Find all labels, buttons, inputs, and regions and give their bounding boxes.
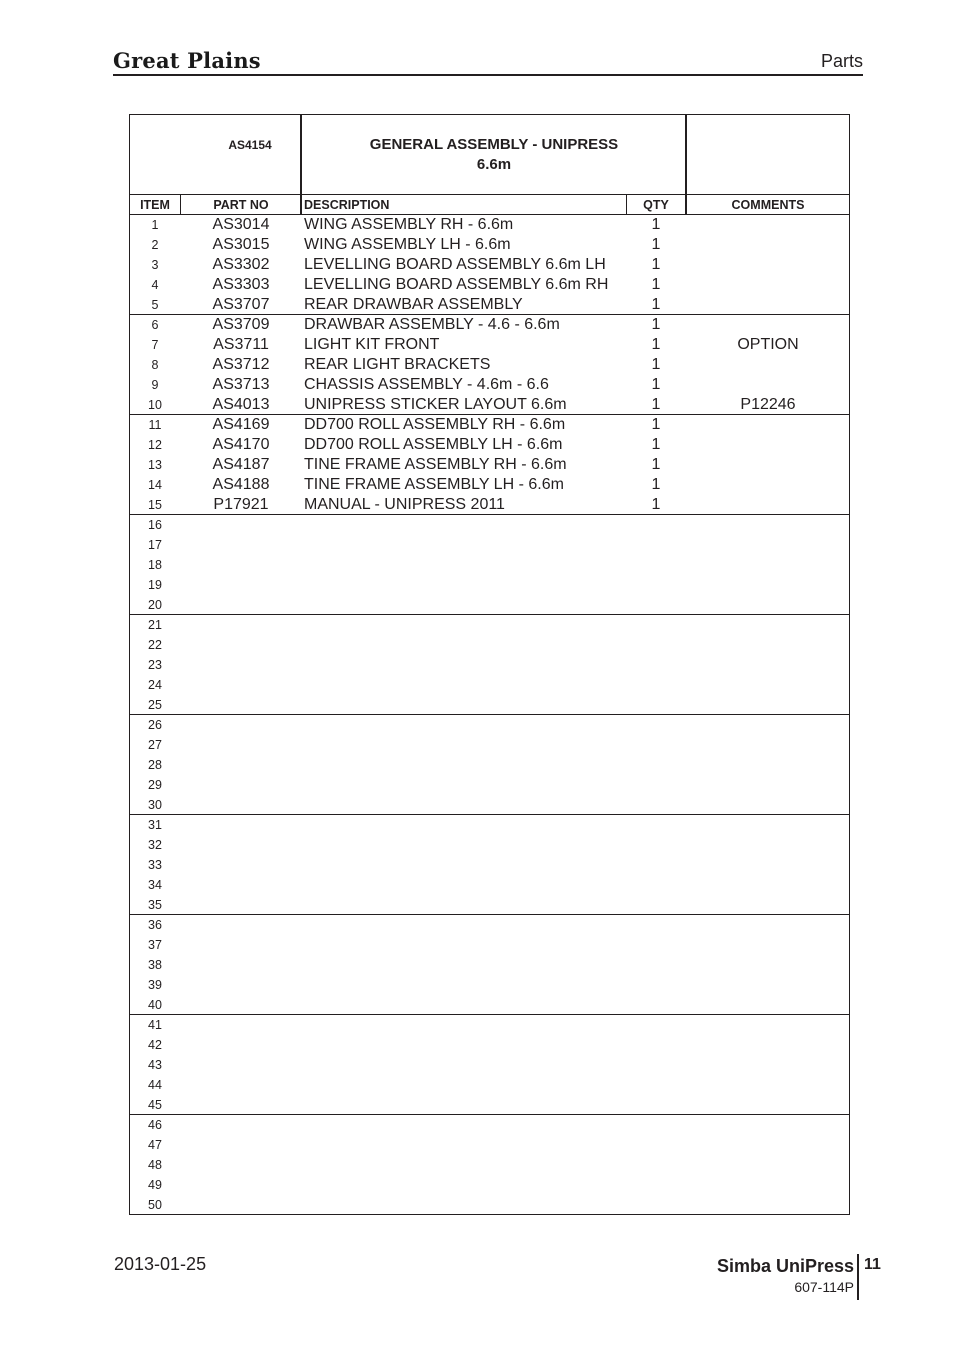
row-description: TINE FRAME ASSEMBLY LH - 6.6m xyxy=(304,476,564,493)
row-item-number: 46 xyxy=(148,1118,162,1132)
table-row xyxy=(130,595,849,615)
row-comment: OPTION xyxy=(737,336,799,353)
row-item-number: 35 xyxy=(148,898,162,912)
row-item-number: 44 xyxy=(148,1078,162,1092)
row-part-number: AS3302 xyxy=(212,256,270,273)
footer-divider xyxy=(857,1254,859,1300)
table-row xyxy=(130,635,849,655)
table-row xyxy=(130,555,849,575)
row-item-number: 2 xyxy=(151,238,159,252)
row-quantity: 1 xyxy=(651,236,661,253)
table-row xyxy=(130,915,849,935)
row-part-number: AS3015 xyxy=(212,236,270,253)
row-item-number: 29 xyxy=(148,778,162,792)
row-item-number: 4 xyxy=(151,278,159,292)
row-description: DD700 ROLL ASSEMBLY RH - 6.6m xyxy=(304,416,566,433)
row-description: DRAWBAR ASSEMBLY - 4.6 - 6.6m xyxy=(304,316,560,333)
row-item-number: 25 xyxy=(148,698,162,712)
row-item-number: 26 xyxy=(148,718,162,732)
row-part-number: AS3709 xyxy=(212,316,270,333)
row-item-number: 27 xyxy=(148,738,162,752)
table-row xyxy=(130,995,849,1015)
table-row xyxy=(130,715,849,735)
table-row xyxy=(130,675,849,695)
row-item-number: 30 xyxy=(148,798,162,812)
assembly-title-line2: 6.6m xyxy=(476,156,512,173)
section-label: Parts xyxy=(820,51,863,71)
row-part-number: AS3711 xyxy=(213,336,269,353)
table-row xyxy=(130,395,849,415)
row-item-number: 32 xyxy=(148,838,162,852)
table-row xyxy=(130,515,849,535)
table-row xyxy=(130,495,849,515)
row-item-number: 10 xyxy=(148,398,162,412)
row-item-number: 16 xyxy=(148,518,162,532)
column-divider xyxy=(626,195,627,215)
table-row xyxy=(130,955,849,975)
row-description: CHASSIS ASSEMBLY - 4.6m - 6.6 xyxy=(304,376,549,393)
row-item-number: 15 xyxy=(148,498,162,512)
page-number: 11 xyxy=(864,1256,881,1273)
table-row xyxy=(130,235,849,255)
table-row xyxy=(130,575,849,595)
table-row xyxy=(130,435,849,455)
row-description: LIGHT KIT FRONT xyxy=(304,336,440,353)
row-item-number: 41 xyxy=(148,1018,162,1032)
table-row xyxy=(130,975,849,995)
table-row xyxy=(130,255,849,275)
table-row xyxy=(130,655,849,675)
column-header-item: ITEM xyxy=(140,198,170,212)
row-quantity: 1 xyxy=(651,296,661,313)
row-item-number: 14 xyxy=(148,478,162,492)
table-row xyxy=(130,615,849,635)
row-item-number: 33 xyxy=(148,858,162,872)
row-item-number: 49 xyxy=(148,1178,162,1192)
parts-table xyxy=(129,114,850,1215)
table-row xyxy=(130,855,849,875)
table-row xyxy=(130,295,849,315)
header-rule xyxy=(113,74,863,76)
column-header-comments: COMMENTS xyxy=(731,198,805,212)
row-description: REAR LIGHT BRACKETS xyxy=(304,356,491,373)
row-item-number: 42 xyxy=(148,1038,162,1052)
table-row xyxy=(130,475,849,495)
row-part-number: AS3707 xyxy=(212,296,270,313)
row-quantity: 1 xyxy=(651,356,661,373)
row-item-number: 43 xyxy=(148,1058,162,1072)
row-quantity: 1 xyxy=(651,256,661,273)
row-item-number: 24 xyxy=(148,678,162,692)
row-item-number: 47 xyxy=(148,1138,162,1152)
table-row xyxy=(130,835,849,855)
table-row xyxy=(130,1055,849,1075)
row-item-number: 34 xyxy=(148,878,162,892)
row-quantity: 1 xyxy=(651,496,661,513)
row-part-number: P17921 xyxy=(213,496,269,513)
row-item-number: 40 xyxy=(148,998,162,1012)
assembly-title xyxy=(302,135,686,175)
column-divider xyxy=(300,115,302,215)
row-quantity: 1 xyxy=(651,476,661,493)
row-item-number: 9 xyxy=(151,378,159,392)
table-row xyxy=(130,335,849,355)
row-item-number: 48 xyxy=(148,1158,162,1172)
column-divider xyxy=(180,195,181,215)
row-item-number: 12 xyxy=(148,438,162,452)
table-row xyxy=(130,455,849,475)
table-row xyxy=(130,815,849,835)
assembly-title-block xyxy=(130,115,849,195)
row-part-number: AS4187 xyxy=(212,456,270,473)
row-item-number: 7 xyxy=(151,338,159,352)
row-item-number: 17 xyxy=(148,538,162,552)
row-part-number: AS4170 xyxy=(212,436,270,453)
row-item-number: 23 xyxy=(148,658,162,672)
table-row xyxy=(130,315,849,335)
row-description: LEVELLING BOARD ASSEMBLY 6.6m LH xyxy=(304,256,606,273)
row-description: WING ASSEMBLY RH - 6.6m xyxy=(304,216,514,233)
table-row xyxy=(130,775,849,795)
table-row xyxy=(130,1135,849,1155)
row-quantity: 1 xyxy=(651,216,661,233)
row-quantity: 1 xyxy=(651,456,661,473)
row-part-number: AS3713 xyxy=(212,376,270,393)
row-item-number: 45 xyxy=(148,1098,162,1112)
row-quantity: 1 xyxy=(651,336,661,353)
row-part-number: AS4169 xyxy=(212,416,270,433)
footer-document-code: 607-114P xyxy=(794,1279,854,1295)
row-item-number: 20 xyxy=(148,598,162,612)
table-row xyxy=(130,1175,849,1195)
table-row xyxy=(130,755,849,775)
row-description: REAR DRAWBAR ASSEMBLY xyxy=(304,296,523,313)
row-quantity: 1 xyxy=(651,436,661,453)
row-item-number: 21 xyxy=(148,618,162,632)
assembly-title-line1: GENERAL ASSEMBLY - UNIPRESS xyxy=(369,136,619,153)
table-row xyxy=(130,535,849,555)
row-description: LEVELLING BOARD ASSEMBLY 6.6m RH xyxy=(304,276,609,293)
row-item-number: 38 xyxy=(148,958,162,972)
row-quantity: 1 xyxy=(651,376,661,393)
column-header-qty: QTY xyxy=(643,198,669,212)
table-row xyxy=(130,1075,849,1095)
table-row xyxy=(130,415,849,435)
row-description: WING ASSEMBLY LH - 6.6m xyxy=(304,236,511,253)
row-quantity: 1 xyxy=(651,396,661,413)
row-part-number: AS4188 xyxy=(212,476,270,493)
row-description: TINE FRAME ASSEMBLY RH - 6.6m xyxy=(304,456,567,473)
table-row xyxy=(130,1115,849,1135)
row-item-number: 28 xyxy=(148,758,162,772)
table-row xyxy=(130,895,849,915)
row-part-number: AS3712 xyxy=(212,356,270,373)
column-divider xyxy=(685,115,687,215)
row-item-number: 13 xyxy=(148,458,162,472)
table-row xyxy=(130,1195,849,1215)
row-quantity: 1 xyxy=(651,276,661,293)
row-part-number: AS3303 xyxy=(212,276,270,293)
table-row xyxy=(130,1035,849,1055)
table-row xyxy=(130,375,849,395)
table-row xyxy=(130,355,849,375)
table-row xyxy=(130,795,849,815)
row-item-number: 19 xyxy=(148,578,162,592)
row-item-number: 18 xyxy=(148,558,162,572)
column-header-row xyxy=(130,195,849,215)
table-row xyxy=(130,1095,849,1115)
row-item-number: 22 xyxy=(148,638,162,652)
row-description: DD700 ROLL ASSEMBLY LH - 6.6m xyxy=(304,436,563,453)
table-row xyxy=(130,735,849,755)
row-description: MANUAL - UNIPRESS 2011 xyxy=(304,496,505,513)
row-quantity: 1 xyxy=(651,416,661,433)
row-item-number: 39 xyxy=(148,978,162,992)
footer-date: 2013-01-25 xyxy=(114,1254,207,1274)
table-row xyxy=(130,1015,849,1035)
row-item-number: 6 xyxy=(151,318,159,332)
row-item-number: 1 xyxy=(151,218,159,232)
row-part-number: AS3014 xyxy=(212,216,270,233)
row-item-number: 11 xyxy=(148,418,162,432)
row-item-number: 50 xyxy=(148,1198,162,1212)
row-item-number: 31 xyxy=(148,818,162,832)
assembly-part-number: AS4154 xyxy=(228,138,272,152)
footer-product-name: Simba UniPress xyxy=(716,1256,854,1276)
row-quantity: 1 xyxy=(651,316,661,333)
row-item-number: 36 xyxy=(148,918,162,932)
column-header-part-no: PART NO xyxy=(213,198,269,212)
table-row xyxy=(130,275,849,295)
row-item-number: 8 xyxy=(151,358,159,372)
row-item-number: 3 xyxy=(151,258,159,272)
brand-logo: Great Plains xyxy=(113,48,261,73)
row-comment: P12246 xyxy=(740,396,796,413)
table-row xyxy=(130,935,849,955)
table-row xyxy=(130,695,849,715)
column-header-description: DESCRIPTION xyxy=(304,198,390,212)
table-row xyxy=(130,1155,849,1175)
table-row xyxy=(130,215,849,235)
row-item-number: 5 xyxy=(151,298,159,312)
row-description: UNIPRESS STICKER LAYOUT 6.6m xyxy=(304,396,567,413)
row-item-number: 37 xyxy=(148,938,162,952)
table-row xyxy=(130,875,849,895)
row-part-number: AS4013 xyxy=(212,396,270,413)
